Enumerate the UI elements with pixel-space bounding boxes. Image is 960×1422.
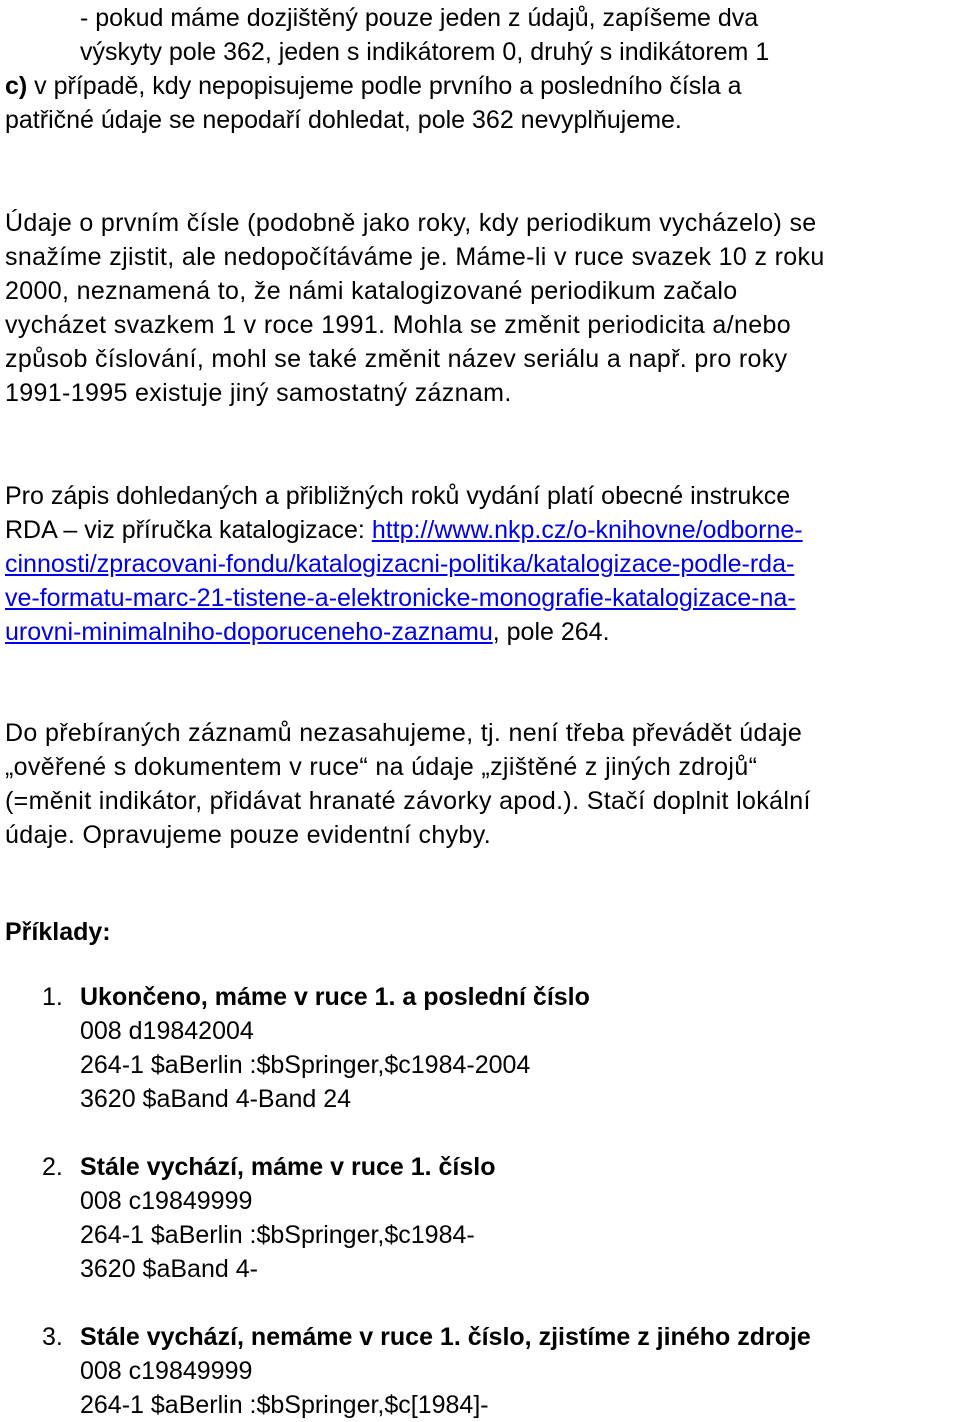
records-line-2: „ověřené s dokumentem v ruce“ na údaje „zjištěné z jiných zdrojů“ <box>5 753 758 781</box>
rda-line-5-tail: , pole 264. <box>492 618 610 646</box>
first-issue-line-2: snažíme zjistit, ale nedopočítáváme je. Máme-li v ruce svazek 10 z roku <box>5 243 825 271</box>
first-issue-line-3: 2000, neznamená to, že námi katalogizované periodikum začalo <box>5 277 738 305</box>
example-3-number: 3. <box>42 1323 63 1351</box>
intro-line-1: - pokud máme dozjištěný pouze jeden z údajů, zapíšeme dva <box>80 4 759 32</box>
example-2-number: 2. <box>42 1153 63 1181</box>
rda-line-1: Pro zápis dohledaných a přibližných roků vydání platí obecné instrukce <box>5 482 791 510</box>
list-marker-c: c) <box>5 72 28 100</box>
rda-manual-link-part-3[interactable]: ve-formatu-marc-21-tistene-a-elektronicke-monografie-katalogizace-na- <box>5 584 796 612</box>
example-3-line-2: 264-1 $aBerlin :$bSpringer,$c[1984]- <box>80 1391 489 1419</box>
records-line-3: (=měnit indikátor, přidávat hranaté závorky apod.). Stačí doplnit lokální <box>5 787 811 815</box>
example-1-line-2: 264-1 $aBerlin :$bSpringer,$c1984-2004 <box>80 1051 531 1079</box>
example-1-number: 1. <box>42 983 63 1011</box>
first-issue-line-5: způsob číslování, mohl se také změnit název seriálu a např. pro roky <box>5 345 788 373</box>
first-issue-line-6: 1991-1995 existuje jiný samostatný záznam. <box>5 379 512 407</box>
rda-line-4 <box>5 581 796 615</box>
example-2-line-3: 3620 $aBand 4- <box>80 1255 258 1283</box>
rda-manual-link-part-1[interactable]: http://www.nkp.cz/o-knihovne/odborne- <box>371 516 803 544</box>
intro-line-4: patřičné údaje se nepodaří dohledat, pole 362 nevyplňujeme. <box>5 106 682 134</box>
intro-line-3 <box>5 69 742 103</box>
rda-line-2-text: RDA – viz příručka katalogizace: <box>5 516 372 544</box>
example-1-line-1: 008 d19842004 <box>80 1017 254 1045</box>
example-3-title: Stále vychází, nemáme v ruce 1. číslo, zjistíme z jiného zdroje <box>80 1323 811 1351</box>
first-issue-line-4: vycházet svazkem 1 v roce 1991. Mohla se změnit periodicita a/nebo <box>5 311 791 339</box>
first-issue-line-1: Údaje o prvním čísle (podobně jako roky, kdy periodikum vycházelo) se <box>5 209 817 237</box>
rda-manual-link-part-4[interactable]: urovni-minimalniho-doporuceneho-zaznamu <box>5 618 493 646</box>
example-1-line-3: 3620 $aBand 4-Band 24 <box>80 1085 352 1113</box>
intro-line-3-text: v případě, kdy nepopisujeme podle prvního a posledního čísla a <box>27 72 742 100</box>
example-3-line-1: 008 c19849999 <box>80 1357 253 1385</box>
example-1-title: Ukončeno, máme v ruce 1. a poslední číslo <box>80 983 590 1011</box>
example-2-title: Stále vychází, máme v ruce 1. číslo <box>80 1153 496 1181</box>
records-line-4: údaje. Opravujeme pouze evidentní chyby. <box>5 821 492 849</box>
rda-line-2 <box>5 513 803 547</box>
rda-line-3 <box>5 547 794 581</box>
rda-line-5 <box>5 615 610 649</box>
rda-manual-link-part-2[interactable]: cinnosti/zpracovani-fondu/katalogizacni-politika/katalogizace-podle-rda- <box>5 550 795 578</box>
records-line-1: Do přebíraných záznamů nezasahujeme, tj. není třeba převádět údaje <box>5 719 803 747</box>
example-2-line-1: 008 c19849999 <box>80 1187 253 1215</box>
examples-heading: Příklady: <box>5 918 111 946</box>
intro-line-2: výskyty pole 362, jeden s indikátorem 0, druhý s indikátorem 1 <box>80 38 770 66</box>
example-2-line-2: 264-1 $aBerlin :$bSpringer,$c1984- <box>80 1221 475 1249</box>
